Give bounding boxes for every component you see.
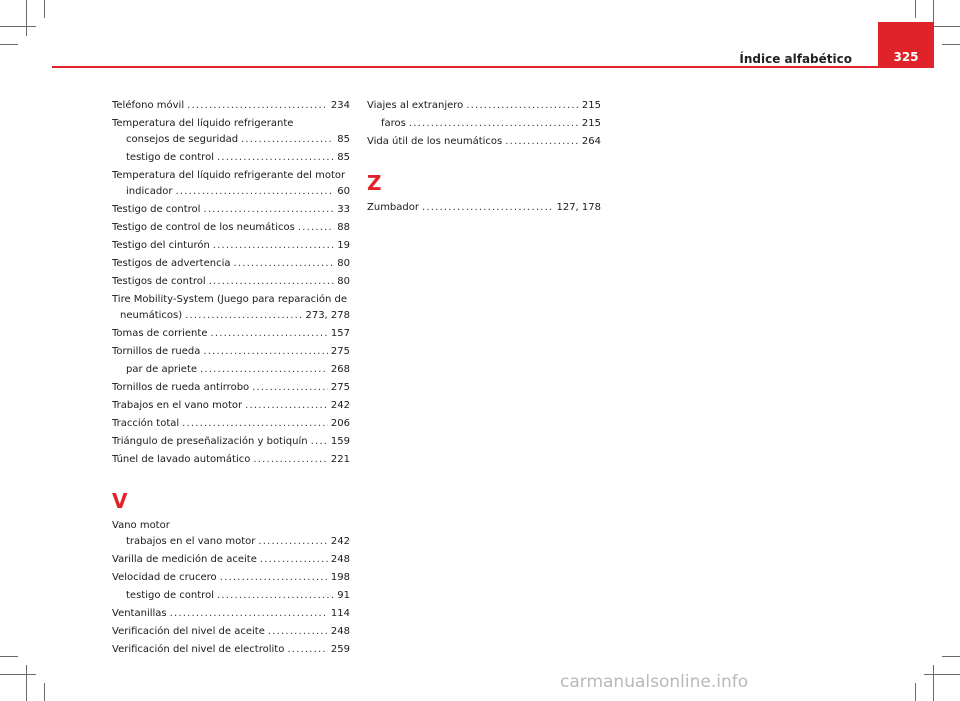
leader-dots [466,98,579,114]
leader-dots [175,184,334,200]
index-entry: Verificación del nivel de electrolito ..... 259 [112,642,350,658]
leader-dots [209,274,335,290]
leader-dots [213,238,334,254]
index-entry: Tornillos de rueda antirrobo ..... 275 [112,380,350,396]
leader-dots [422,200,553,216]
leader-dots [187,98,328,114]
leader-dots [260,552,328,568]
index-entry: Tracción total ..... 206 [112,416,350,432]
leader-dots [170,606,328,622]
leader-dots [268,624,328,640]
leader-dots [185,308,302,324]
page-number-tab [878,22,934,68]
leader-dots [409,116,579,132]
leader-dots [220,570,328,586]
index-subentry: indicador ..... 60 [112,184,350,200]
crop-mark [942,44,960,45]
crop-mark [26,665,27,701]
leader-dots [210,326,327,342]
index-subentry: par de apriete ..... 268 [112,362,350,378]
section-letter-z: Z [367,171,382,195]
index-entry: Testigos de control ..... 80 [112,274,350,290]
index-entry: Tomas de corriente ..... 157 [112,326,350,342]
index-entry-continuation: neumáticos) ..... 273, 278 [112,308,350,324]
leader-dots [217,588,334,604]
crop-mark [915,0,916,18]
leader-dots [200,362,328,378]
index-subentry: consejos de seguridad ..... 85 [112,132,350,148]
crop-mark [942,656,960,657]
index-column-left [112,98,350,660]
leader-dots [203,344,328,360]
crop-mark [0,26,36,27]
leader-dots [287,642,328,658]
index-entry: Teléfono móvil ..... 234 [112,98,350,114]
leader-dots [311,434,328,450]
leader-dots [505,134,579,150]
index-subentry: faros ..... 215 [367,116,601,132]
index-entry: Zumbador ..... 127, 178 [367,200,601,216]
leader-dots [241,132,334,148]
crop-mark [26,0,27,36]
index-entry: Vida útil de los neumáticos ..... 264 [367,134,601,150]
leader-dots [252,380,328,396]
leader-dots [258,534,328,550]
index-entry: Testigo del cinturón ..... 19 [112,238,350,254]
index-entry: Velocidad de crucero ..... 198 [112,570,350,586]
index-subentry: testigo de control ..... 85 [112,150,350,166]
index-entry: Temperatura del líquido refrigerante del motor [112,170,346,181]
crop-mark [0,44,18,45]
leader-dots [245,398,328,414]
index-entry: Varilla de medición de aceite ..... 248 [112,552,350,568]
index-entry: Temperatura del líquido refrigerante [112,118,294,129]
index-entry: Tornillos de rueda ..... 275 [112,344,350,360]
crop-mark [0,674,36,675]
leader-dots [298,220,334,236]
index-entry: Túnel de lavado automático ..... 221 [112,452,350,468]
index-entry: Triángulo de preseñalización y botiquín ..... 159 [112,434,350,450]
page-number: 325 [893,50,919,64]
index-entry: Trabajos en el vano motor ..... 242 [112,398,350,414]
index-entry: Viajes al extranjero ..... 215 [367,98,601,114]
index-column-right [367,98,601,218]
crop-mark [924,674,960,675]
page-title: Índice alfabético [739,52,852,66]
index-entry: Ventanillas ..... 114 [112,606,350,622]
header-rule [52,66,934,68]
crop-mark [44,0,45,18]
index-subentry: testigo de control ..... 91 [112,588,350,604]
index-subentry: trabajos en el vano motor ..... 242 [112,534,350,550]
index-entry: Vano motor [112,520,170,531]
index-entry: Testigos de advertencia ..... 80 [112,256,350,272]
watermark: carmanualsonline.info [560,672,749,692]
crop-mark [0,656,18,657]
leader-dots [182,416,328,432]
section-letter-v: V [112,489,128,513]
index-entry: Verificación del nivel de aceite ..... 248 [112,624,350,640]
crop-mark [933,665,934,701]
leader-dots [217,150,334,166]
leader-dots [203,202,334,218]
index-entry: Tire Mobility-System (Juego para reparación de [112,294,348,305]
crop-mark [915,683,916,701]
index-entry: Testigo de control de los neumáticos ..... 88 [112,220,350,236]
index-entry: Testigo de control ..... 33 [112,202,350,218]
leader-dots [253,452,328,468]
crop-mark [44,683,45,701]
leader-dots [233,256,334,272]
